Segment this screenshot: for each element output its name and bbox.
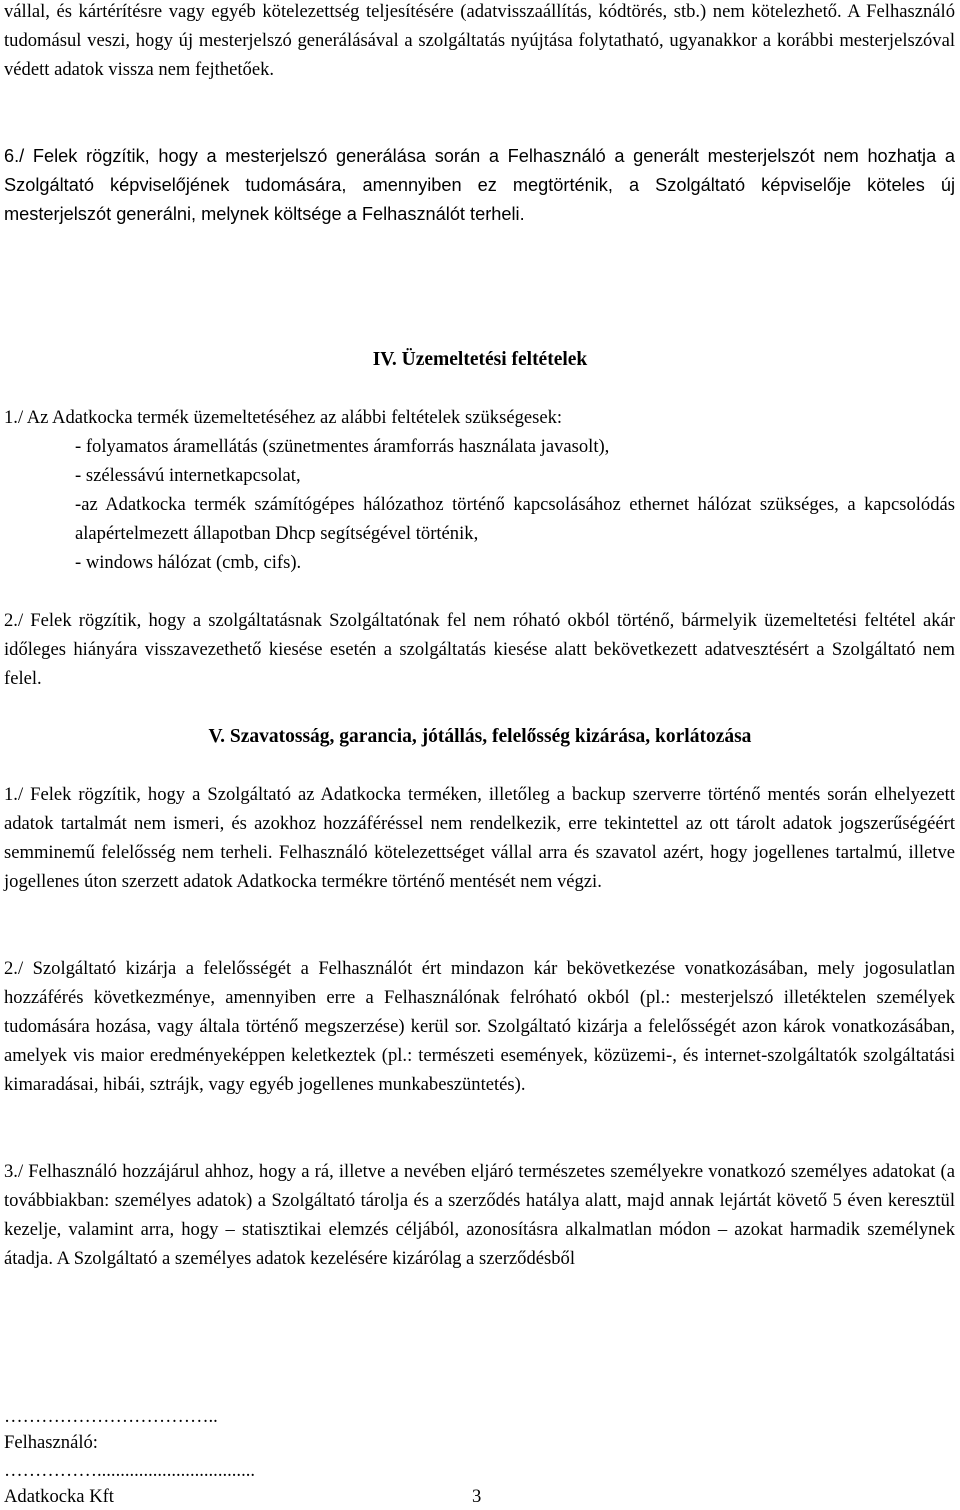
section-iv-heading: IV. Üzemeltetési feltételek [372,349,588,370]
page-number: 3 [472,1486,482,1507]
list-item: - folyamatos áramellátás (szünetmentes áramforrás használata javasolt), [75,436,610,457]
paragraph-6: 6./ Felek rögzítik, hogy a mesterjelszó generálása során a Felhasználó a generált mesterjelszót nem hozhatja a Szolgáltató képviselőjének tudomására, amennyiben ez megtörténik, a Szolgáltató képviselője köteles új mesterjelszót generálni, melynek költsége a Felhasználót terheli. [4,146,955,224]
section-v-p2: 2./ Szolgáltató kizárja a felelősségét a Felhasználót ért mindazon kár bekövetkezése vonatkozásában, mely jogosulatlan hozzáférés következménye, amennyiben erre a Felhasználónak felróható okból (pl.: mesterjelszó illetéktelen személyek tudomására hozása, vagy általa történő megszerzése) kerül sor. Szolgáltató kizárja a felelősségét azon károk vonatkozásában, amelyek vis maior eredményeképpen keletkeztek (pl.: természeti események, közüzemi-, és internet-szolgáltatók szolgáltatási kimaradásai, hibái, sztrájk, vagy egyéb jogellenes munkabeszüntetés). [4,958,955,1095]
section-iv-p1-lead: 1./ Az Adatkocka termék üzemeltetéséhez az alábbi feltételek szükségesek: [4,407,563,428]
section-v-p3: 3./ Felhasználó hozzájárul ahhoz, hogy a rá, illetve a nevében eljáró természetes személyekre vonatkozó személyes adatokat (a továbbiakban: személyes adatok) a Szolgáltató tárolja és a szerződés hatálya alatt, majd annak lejártát követő 5 éven keresztül kezelje, valamint arra, hogy – statisztikai elemzés céljából, azonosításra alkalmatlan módon – azokat harmadik személynek átadja. A Szolgáltató a személyes adatok kezelésére kizárólag a szerződésből [4,1161,955,1269]
list-item: - windows hálózat (cmb, cifs). [75,552,302,573]
section-v-heading: V. Szavatosság, garancia, jótállás, felelősség kizárása, korlátozása [208,726,752,747]
user-signature-dots: …………………………….. [4,1406,218,1427]
company-signature-dots: …………….................................. [4,1460,256,1481]
list-item: - szélessávú internetkapcsolat, [75,465,301,486]
user-label: Felhasználó: [4,1432,98,1453]
section-iv-p2: 2./ Felek rögzítik, hogy a szolgáltatásnak Szolgáltatónak fel nem róható okból történő, bármelyik üzemeltetési feltétel akár időleges hiányára visszavezethető kiesése esetén a szolgáltatás kiesése alatt bekövetkezett adatvesztésért a Szolgáltató nem felel. [4,610,955,689]
paragraph-continued: vállal, és kártérítésre vagy egyéb kötelezettség teljesítésére (adatvisszaállítás, kódtörés, stb.) nem kötelezhető. A Felhasználó tudomásul veszi, hogy új mesterjelszó generálásával a szolgáltatás nyújtása folytatható, ugyanakkor a korábbi mesterjelszóval védett adatok vissza nem fejthetőek. [4,1,955,80]
company-label: Adatkocka Kft [4,1486,114,1507]
requirements-list [75,432,955,577]
section-v-p1: 1./ Felek rögzítik, hogy a Szolgáltató az Adatkocka terméken, illetőleg a backup szerverre történő mentés során elhelyezett adatok tartalmát nem ismeri, és azokhoz hozzáféréssel nem rendelkezik, erre tekintettel az ott tárolt adatok jogszerűségéért semminemű felelősség nem terheli. Felhasználó kötelezettséget vállal arra és szavatol azért, hogy jogellenes tartalmú, illetve jogellenes úton szerzett adatok Adatkocka termékre történő mentését nem végzi. [4,784,955,892]
list-item: -az Adatkocka termék számítógépes hálózathoz történő kapcsolásához ethernet hálózat szükséges, a kapcsolódás alapértelmezett állapotban Dhcp segítségével történik, [75,494,955,544]
